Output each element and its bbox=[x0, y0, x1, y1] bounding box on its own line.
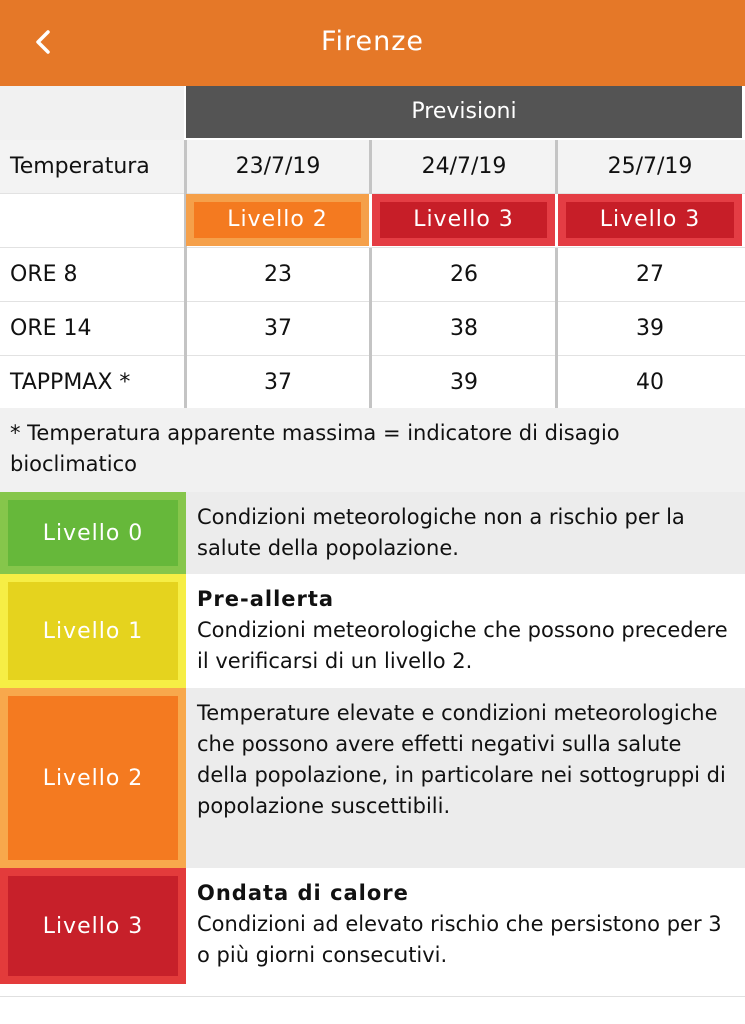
value-cell: 39 bbox=[636, 316, 664, 341]
legend-item-level-2 bbox=[0, 688, 745, 868]
level-label: Livello 1 bbox=[8, 582, 178, 680]
date-cell: 24/7/19 bbox=[421, 154, 507, 179]
level-text: Condizioni ad elevato rischio che persistono per 3 o più giorni consecutivi. bbox=[197, 912, 722, 967]
level-badge: Livello 3 bbox=[380, 202, 547, 238]
level-swatch bbox=[0, 868, 186, 984]
app-header bbox=[0, 0, 745, 86]
level-swatch bbox=[0, 492, 186, 574]
level-badge: Livello 2 bbox=[194, 202, 361, 238]
level-title: Ondata di calore bbox=[197, 881, 409, 905]
footnote: * Temperatura apparente massima = indicatore di disagio bioclimatico bbox=[0, 408, 745, 492]
previsioni-label: Previsioni bbox=[186, 86, 742, 138]
table-row bbox=[0, 302, 745, 356]
level-swatch bbox=[0, 688, 186, 868]
level-badge-cell bbox=[558, 194, 742, 246]
level-badge-cell bbox=[372, 194, 555, 246]
divider bbox=[0, 996, 745, 997]
level-description bbox=[186, 492, 745, 564]
forecast-section-header bbox=[0, 86, 745, 140]
value-cell: 37 bbox=[264, 370, 292, 395]
value-cell: 38 bbox=[450, 316, 478, 341]
level-label: Livello 3 bbox=[8, 876, 178, 976]
level-description bbox=[186, 574, 745, 677]
row-label: ORE 14 bbox=[10, 316, 92, 341]
level-label: Livello 0 bbox=[8, 500, 178, 566]
value-cell: 27 bbox=[636, 262, 664, 287]
levels-row bbox=[0, 194, 745, 248]
date-cell: 25/7/19 bbox=[607, 154, 693, 179]
level-title: Pre-allerta bbox=[197, 587, 335, 611]
legend-item-level-1 bbox=[0, 574, 745, 688]
value-cell: 37 bbox=[264, 316, 292, 341]
legend-item-level-3 bbox=[0, 868, 745, 984]
temperatura-label: Temperatura bbox=[10, 154, 150, 179]
level-description bbox=[186, 868, 745, 971]
page-title: Firenze bbox=[320, 26, 425, 57]
level-badge-cell bbox=[186, 194, 369, 246]
legend-item-level-0 bbox=[0, 492, 745, 574]
level-label: Livello 2 bbox=[8, 696, 178, 860]
level-badge: Livello 3 bbox=[566, 202, 734, 238]
level-text: Condizioni meteorologiche non a rischio per la salute della popolazione. bbox=[197, 505, 685, 560]
value-cell: 23 bbox=[264, 262, 292, 287]
value-cell: 39 bbox=[450, 370, 478, 395]
row-label: ORE 8 bbox=[10, 262, 78, 287]
dates-row bbox=[0, 140, 745, 194]
level-description bbox=[186, 688, 745, 822]
date-cell: 23/7/19 bbox=[235, 154, 321, 179]
table-row bbox=[0, 356, 745, 410]
header-spacer bbox=[0, 86, 184, 140]
level-swatch bbox=[0, 574, 186, 688]
table-row bbox=[0, 248, 745, 302]
level-text: Condizioni meteorologiche che possono precedere il verificarsi di un livello 2. bbox=[197, 618, 728, 673]
level-text: Temperature elevate e condizioni meteorologiche che possono avere effetti negativi sulla salute della popolazione, in particolare nei sottogruppi di popolazione suscettibili. bbox=[197, 701, 726, 818]
value-cell: 26 bbox=[450, 262, 478, 287]
row-label: TAPPMAX * bbox=[10, 370, 131, 395]
value-cell: 40 bbox=[636, 370, 664, 395]
